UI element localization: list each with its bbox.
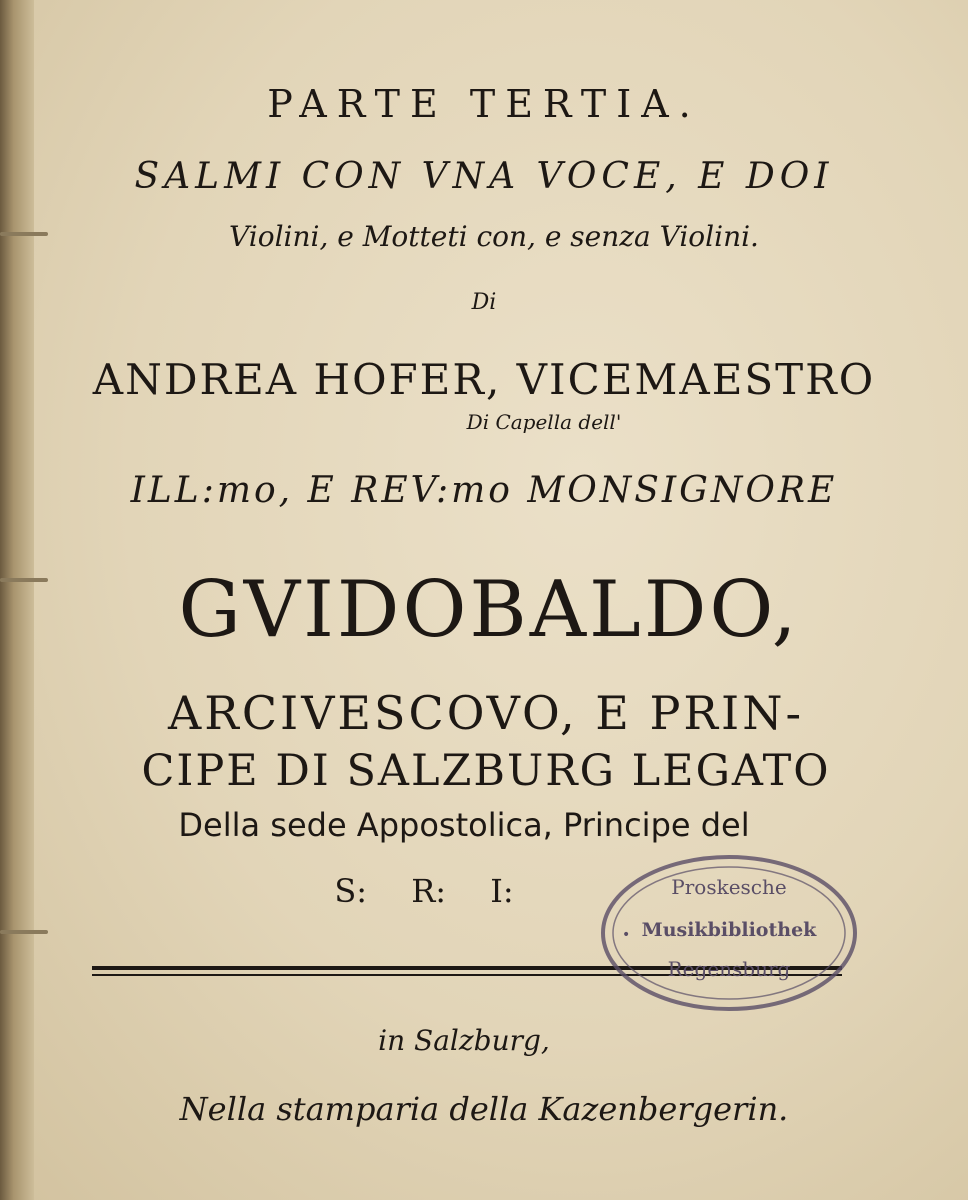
patron-line-2: CIPE DI SALZBURG LEGATO <box>141 746 831 796</box>
stamp-line-2: Musikbibliothek <box>641 919 817 941</box>
imprint-place: in Salzburg, <box>378 1024 550 1057</box>
subtitle-line-1: SALMI CON VNA VOCE, E DOI <box>134 156 834 197</box>
by-line: Di <box>471 290 497 315</box>
binding-thread <box>0 930 48 934</box>
author-role: Di Capella dell' <box>466 410 622 434</box>
patron-line-3: Della sede Appostolica, Principe del <box>178 806 750 844</box>
empire-abbreviation: S: R: I: <box>334 872 514 910</box>
patron-line-1: ARCIVESCOVO, E PRIN- <box>167 686 805 740</box>
stamp-line-3: Regensburg <box>667 957 791 981</box>
stamp-dot-icon: • <box>622 927 631 943</box>
stamp-line-1: Proskesche <box>671 875 787 899</box>
part-heading: PARTE TERTIA. <box>267 82 701 126</box>
author-name: ANDREA HOFER, VICEMAESTRO <box>92 355 876 404</box>
patron-name: GVIDOBALDO, <box>178 565 800 655</box>
patron-title: ILL:mo, E REV:mo MONSIGNORE <box>130 470 838 511</box>
library-stamp <box>598 852 860 1014</box>
subtitle-line-2: Violini, e Motteti con, e senza Violini. <box>229 220 759 253</box>
imprint-printer: Nella stamparia della Kazenbergerin. <box>179 1090 789 1128</box>
